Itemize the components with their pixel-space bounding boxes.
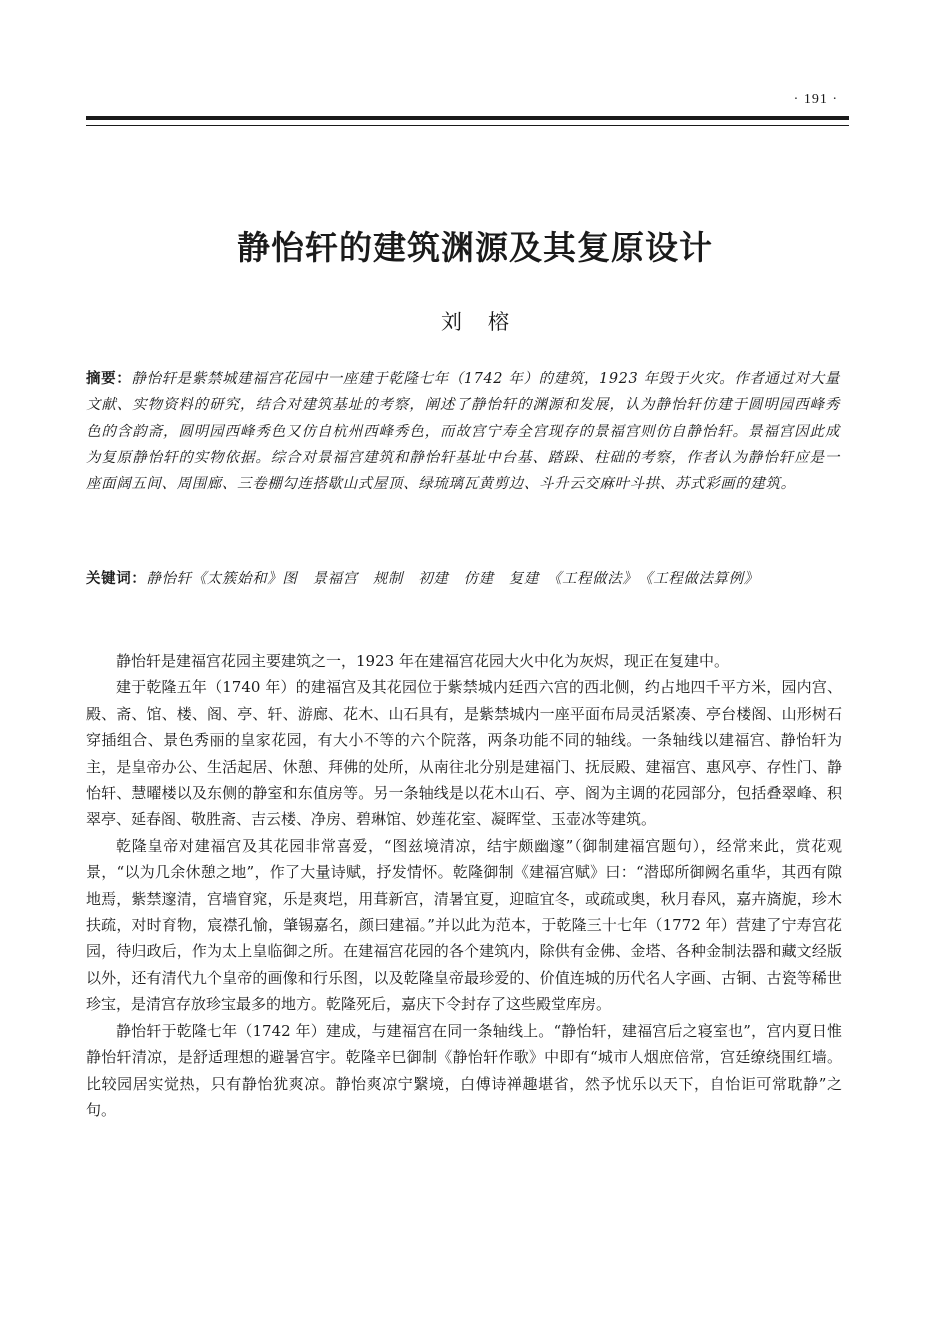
paragraph: 静怡轩是建福宫花园主要建筑之一，1923 年在建福宫花园大火中化为灰烬，现正在复建中。 [116, 652, 729, 670]
abstract-text: 静怡轩是紫禁城建福宫花园中一座建于乾隆七年（1742 年）的建筑，1923 年毁于火灾。作者通过对大量文献、实物资料的研究，结合对建筑基址的考察，阐述了静怡轩的渊源和发展，认为静怡轩仿建于圆明园西峰秀色的含韵斋，圆明园西峰秀色又仿自杭州西峰秀色，而故宫宁寿全宫现存的景福宫则仿自静怡轩。景福宫因此成为复原静怡轩的实物依据。综合对景福宫建筑和静怡轩基址中台基、踏跺、柱础的考察，作者认为静怡轩应是一座面阔五间、周围廊、三卷棚勾连搭歇山式屋顶、绿琉璃瓦黄剪边、斗升云交麻叶斗拱、苏式彩画的建筑。 [86, 371, 840, 493]
abstract [86, 366, 840, 497]
keywords-text: 静怡轩《太簇始和》图 景福宫 规制 初建 仿建 复建 《工程做法》 《工程做法算例》 [146, 571, 759, 587]
header-rule-thick [86, 116, 849, 120]
keywords [86, 566, 840, 592]
article-author: 刘榕 [441, 310, 535, 334]
header-rule-thin [86, 125, 849, 126]
article-title: 静怡轩的建筑渊源及其复原设计 [237, 228, 713, 267]
abstract-label: 摘要： [86, 370, 132, 387]
paragraph: 静怡轩于乾隆七年（1742 年）建成，与建福宫在同一条轴线上。“静怡轩，建福宫后之寝室也”，宫内夏日惟静怡轩清凉，是舒适理想的避暑宫宇。乾隆辛巳御制《静怡轩作歌》中即有“城市人烟庶倍常，宫廷缭绕围红墙。比较园居实觉热，只有静怡犹爽凉。静怡爽凉宁繄境，白傅诗禅趣堪省，然予忧乐以天下，自怡讵可常耽静”之句。 [86, 1021, 842, 1119]
body-text [86, 648, 842, 1123]
paragraph: 乾隆皇帝对建福宫及其花园非常喜爱，“图兹境清凉，结宇颇幽邃”（御制建福宫题句），经常来此，赏花观景，“以为几余休憩之地”，作了大量诗赋，抒发情怀。乾隆御制《建福宫赋》曰：“潜邸所御阙名重华，其西有隙地焉，紫禁邃清，宫墙窅窕，乐是爽垲，用葺新宫，清暑宜夏，迎暄宜冬，或疏或奥，秋月春风，嘉卉旖旎，珍木扶疏，对时育物，宸襟孔愉，肇锡嘉名，颜曰建福。”并以此为范本，于乾隆三十七年（1772 年）营建了宁寿宫花园，待归政后，作为太上皇临御之所。在建福宫花园的各个建筑内，除供有金佛、金塔、各种金制法器和藏文经版以外，还有清代九个皇帝的画像和行乐图，以及乾隆皇帝最珍爱的、价值连城的历代名人字画、古铜、古瓷等稀世珍宝，是清宫存放珍宝最多的地方。乾隆死后，嘉庆下令封存了这些殿堂库房。 [86, 836, 842, 1014]
paragraph: 建于乾隆五年（1740 年）的建福宫及其花园位于紫禁城内廷西六宫的西北侧，约占地四千平方米，园内宫、殿、斋、馆、楼、阁、亭、轩、游廊、花木、山石具有，是紫禁城内一座平面布局灵活紧凑、亭台楼阁、山形树石穿插组合、景色秀丽的皇家花园，有大小不等的六个院落，两条功能不同的轴线。一条轴线以建福宫、静怡轩为主，是皇帝办公、生活起居、休憩、拜佛的处所，从南往北分别是建福门、抚辰殿、建福宫、惠风亭、存性门、静怡轩、慧曜楼以及东侧的静室和东值房等。另一条轴线是以花木山石、亭、阁为主调的花园部分，包括叠翠峰、积翠亭、延春阁、敬胜斋、吉云楼、净房、碧琳馆、妙莲花室、凝晖堂、玉壶冰等建筑。 [86, 678, 842, 829]
page-number: · 191 · [793, 92, 838, 107]
keywords-label: 关键词： [86, 570, 147, 587]
